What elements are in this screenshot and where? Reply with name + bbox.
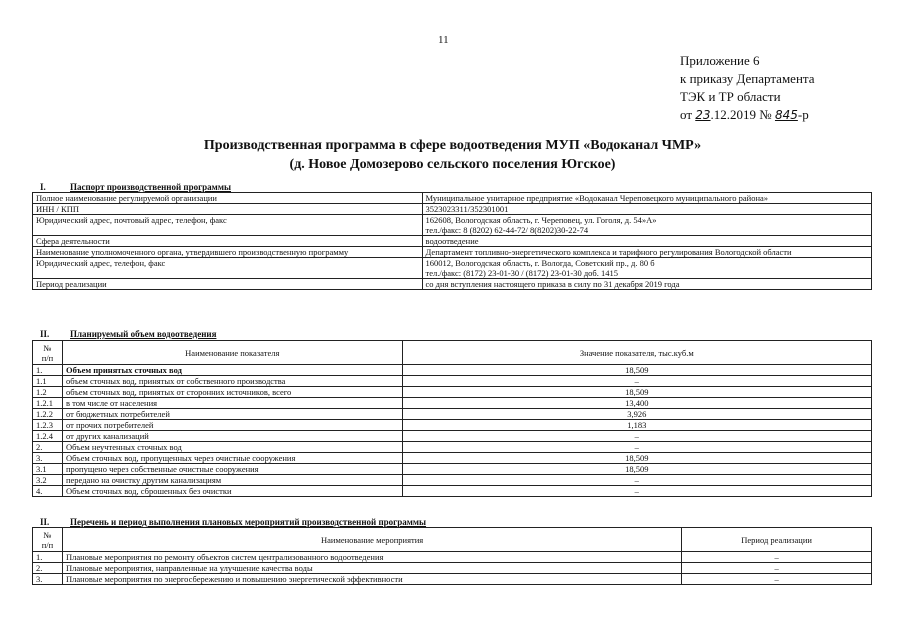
section-1-number: I. [40,182,46,192]
volume-row [33,376,872,387]
section-3-number: II. [40,517,50,527]
col-header-indicator: Наименование показателя [62,341,402,365]
indicator-name: в том числе от населения [62,398,402,409]
passport-label: Период реализации [33,279,423,290]
row-number: 1.2.2 [33,409,63,420]
col-header-measure: Наименование мероприятия [62,528,681,552]
passport-row [33,258,872,279]
indicator-name: от прочих потребителей [62,420,402,431]
row-number: 2. [33,442,63,453]
measures-table [32,527,872,585]
row-number: 1.2.4 [33,431,63,442]
passport-label: Сфера деятельности [33,236,423,247]
section-2-number: II. [40,329,50,339]
indicator-value: 13,400 [402,398,871,409]
measure-name: Плановые мероприятия, направленные на улучшение качества воды [62,563,681,574]
appendix-block [680,52,815,124]
row-number: 1.2 [33,387,63,398]
volume-row [33,464,872,475]
passport-value: водоотведение [422,236,871,247]
measure-period: – [682,563,872,574]
measure-period: – [682,574,872,585]
passport-row [33,279,872,290]
section-2-heading [40,329,216,339]
indicator-name: Объем сточных вод, сброшенных без очистки [62,486,402,497]
row-number: 4. [33,486,63,497]
page-number: 11 [438,34,449,46]
indicator-value: 18,509 [402,464,871,475]
indicator-value: 3,926 [402,409,871,420]
appendix-line-2: к приказу Департамента [680,71,815,86]
passport-value: 162608, Вологодская область, г. Череповец, ул. Гоголя, д. 54»А» тел./факс: 8 (8202) 62-44-72/ 8(8202)30-22-74 [422,215,871,236]
section-3-heading [40,517,426,527]
row-number: 3.1 [33,464,63,475]
indicator-name: Объем сточных вод, пропущенных через очистные сооружения [62,453,402,464]
passport-row [33,215,872,236]
indicator-value: – [402,475,871,486]
indicator-value: 18,509 [402,387,871,398]
row-number: 1.1 [33,376,63,387]
volume-row [33,420,872,431]
row-number: 1.2.3 [33,420,63,431]
volume-row [33,453,872,464]
volume-row [33,387,872,398]
passport-value: Муниципальное унитарное предприятие «Водоканал Череповецкого муниципального района» [422,193,871,204]
row-number: 2. [33,563,63,574]
date-mid: .12.2019 № [710,107,772,122]
passport-label: Полное наименование регулируемой организации [33,193,423,204]
section-3-title: Перечень и период выполнения плановых мероприятий производственной программы [70,517,427,527]
volume-row [33,442,872,453]
indicator-name: пропущено через собственные очистные сооружения [62,464,402,475]
indicator-value: – [402,486,871,497]
passport-label: Наименование уполномоченного органа, утвердившего производственную программу [33,247,423,258]
passport-row [33,236,872,247]
appendix-line-1: Приложение 6 [680,53,760,68]
measure-row [33,563,872,574]
passport-row [33,247,872,258]
row-number: 1. [33,365,63,376]
appendix-date-line [680,106,815,124]
passport-value: 3523023311/352301001 [422,204,871,215]
row-number: 3. [33,453,63,464]
volume-row [33,365,872,376]
date-prefix: от [680,107,693,122]
col-header-number: № п/п [33,528,63,552]
indicator-name: Объем принятых сточных вод [62,365,402,376]
passport-value: 160012, Вологодская область, г. Вологда, Советский пр., д. 80 б тел./факс: (8172) 23-01-30 / (8172) 23-01-30 доб. 1415 [422,258,871,279]
indicator-name: от бюджетных потребителей [62,409,402,420]
row-number: 3. [33,574,63,585]
indicator-name: от других канализаций [62,431,402,442]
passport-row [33,193,872,204]
measure-row [33,552,872,563]
title-line-2: (д. Новое Домозерово сельского поселения Югское) [289,157,616,172]
passport-label: Юридический адрес, почтовый адрес, телефон, факс [33,215,423,236]
passport-label: ИНН / КПП [33,204,423,215]
row-number: 3.2 [33,475,63,486]
volume-row [33,431,872,442]
indicator-value: – [402,431,871,442]
measure-period: – [682,552,872,563]
col-header-value: Значение показателя, тыс.куб.м [402,341,871,365]
passport-table [32,192,872,290]
order-suffix: -р [797,107,809,122]
indicator-value: 18,509 [402,453,871,464]
passport-row [33,204,872,215]
section-1-heading [40,182,231,192]
indicator-name: передано на очистку другим канализациям [62,475,402,486]
row-number: 1. [33,552,63,563]
indicator-value: – [402,442,871,453]
volume-row [33,409,872,420]
indicator-value: 18,509 [402,365,871,376]
volume-row [33,486,872,497]
col-header-period: Период реализации [682,528,872,552]
volume-row [33,398,872,409]
col-header-number: № п/п [33,341,63,365]
document-title [0,136,905,174]
volume-row [33,475,872,486]
indicator-value: 1,183 [402,420,871,431]
indicator-name: объем сточных вод, принятых от сторонних источников, всего [62,387,402,398]
measure-name: Плановые мероприятия по энергосбережению и повышению энергетической эффективности [62,574,681,585]
handwritten-order-number: 845 [774,108,798,122]
passport-label: Юридический адрес, телефон, факс [33,258,423,279]
section-2-title: Планируемый объем водоотведения [70,329,217,339]
passport-value: со дня вступления настоящего приказа в силу по 31 декабря 2019 года [422,279,871,290]
passport-value: Департамент топливно-энергетического комплекса и тарифного регулирования Вологодской области [422,247,871,258]
measure-name: Плановые мероприятия по ремонту объектов систем централизованного водоотведения [62,552,681,563]
indicator-name: объем сточных вод, принятых от собственного производства [62,376,402,387]
measure-row [33,574,872,585]
indicator-name: Объем неучтенных сточных вод [62,442,402,453]
row-number: 1.2.1 [33,398,63,409]
handwritten-day: 23 [695,108,711,122]
appendix-line-3: ТЭК и ТР области [680,89,781,104]
section-1-title: Паспорт производственной программы [70,182,231,192]
indicator-value: – [402,376,871,387]
volume-table [32,340,872,497]
title-line-1: Производственная программа в сфере водоотведения МУП «Водоканал ЧМР» [203,138,702,153]
